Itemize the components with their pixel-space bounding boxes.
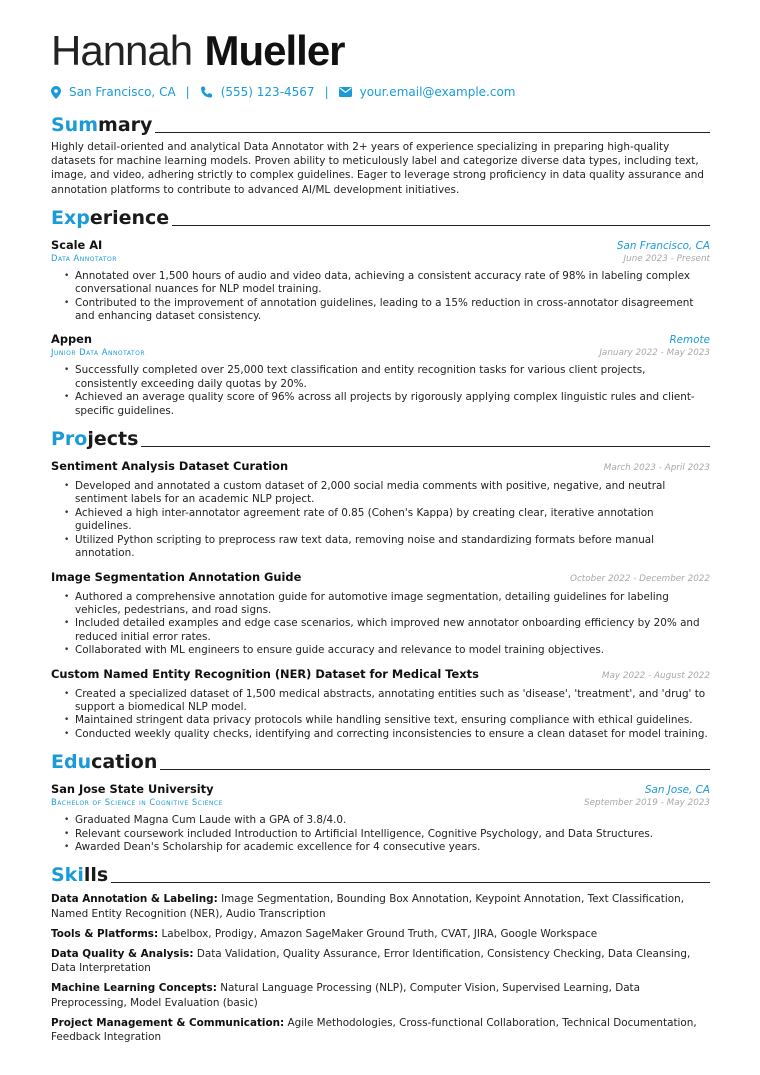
job-bullets xyxy=(51,364,710,418)
map-marker-icon xyxy=(51,86,61,99)
project-name: Image Segmentation Annotation Guide xyxy=(51,569,302,584)
bullet-item: • Conducted weekly quality checks, identifying and correcting inconsistencies to ensure a clean dataset for model training. xyxy=(64,728,710,741)
skills-title-rest: lls xyxy=(83,864,109,887)
bullet-item: • Achieved a high inter-annotator agreement rate of 0.85 (Cohen's Kappa) by creating clear, iterative annotation guidelines. xyxy=(64,507,710,534)
experience-title-rest: erience xyxy=(89,206,170,229)
skills-title-accent: Ski xyxy=(51,864,84,887)
bullet-item: • Maintained stringent data privacy protocols while handling sensitive text, ensuring compliance with ethical guidelines. xyxy=(64,714,710,727)
bullet-item: • Relevant coursework included Introduction to Artificial Intelligence, Cognitive Psychology, and Data Structures. xyxy=(64,828,710,841)
phone-text: (555) 123-4567 xyxy=(220,85,315,99)
project-entry xyxy=(51,569,710,658)
project-dates: May 2022 - August 2022 xyxy=(601,670,710,681)
last-name: Mueller xyxy=(204,27,345,74)
bullet-item: • Awarded Dean's Scholarship for academic excellence for 4 consecutive years. xyxy=(64,841,710,854)
experience-entry xyxy=(51,331,710,418)
job-dates: June 2023 - Present xyxy=(623,253,710,264)
section-rule xyxy=(160,769,710,770)
bullet-item: • Created a specialized dataset of 1,500 medical abstracts, annotating entities such as 'disease', 'treatment', and 'drug' to support a biomedical NLP model. xyxy=(64,688,710,715)
job-location: Remote xyxy=(669,334,710,347)
bullet-item: • Successfully completed over 25,000 text classification and entity recognition tasks for various client projects, consistently exceeding daily quotas by 20%. xyxy=(64,364,710,391)
skill-category: Tools & Platforms: xyxy=(51,927,159,940)
projects-heading xyxy=(51,426,710,450)
summary-title-accent: Sum xyxy=(51,114,99,136)
job-bullets xyxy=(51,270,710,324)
bullet-item: • Developed and annotated a custom dataset of 2,000 social media comments with positive, negative, and neutral sentiment labels for an academic NLP project. xyxy=(64,480,710,507)
bullet-item: • Authored a comprehensive annotation guide for automotive image segmentation, detailing guidelines for labeling vehicles, pedestrians, and road signs. xyxy=(64,591,710,618)
project-entry xyxy=(51,458,710,560)
job-role: Data Annotator xyxy=(51,252,117,263)
section-rule xyxy=(111,882,710,883)
experience-entry xyxy=(51,237,710,324)
contact-separator: | xyxy=(324,85,329,99)
company-name: Scale AI xyxy=(51,237,103,252)
section-rule xyxy=(155,132,710,133)
skill-line xyxy=(51,1016,710,1044)
skill-values: Data Validation, Quality Assurance, Error Identification, Consistency Checking, Data Cleansing, Data Interpretation xyxy=(51,947,691,975)
contact-phone[interactable] xyxy=(200,85,315,99)
section-rule xyxy=(141,446,710,447)
skill-values: Natural Language Processing (NLP), Computer Vision, Supervised Learning, Data Preprocessing, Model Evaluation (basic) xyxy=(51,982,641,1009)
phone-icon xyxy=(200,86,213,99)
skill-category: Data Annotation & Labeling: xyxy=(51,893,218,906)
project-bullets xyxy=(51,591,710,658)
first-name: Hannah xyxy=(51,27,193,74)
project-dates: March 2023 - April 2023 xyxy=(603,463,710,474)
skill-values: Labelbox, Prodigy, Amazon SageMaker Ground Truth, CVAT, JIRA, Google Workspace xyxy=(161,927,598,940)
skill-line xyxy=(51,927,710,941)
bullet-item: • Collaborated with ML engineers to ensure guide accuracy and relevance to model training objectives. xyxy=(64,644,710,657)
education-title-accent: Edu xyxy=(51,751,92,774)
degree-name: Bachelor of Science in Cognitive Science xyxy=(51,797,223,808)
experience-heading xyxy=(51,205,710,229)
skill-category: Data Quality & Analysis: xyxy=(51,947,194,960)
education-title-rest: cation xyxy=(91,751,158,774)
skill-line xyxy=(51,892,710,920)
education-heading xyxy=(51,749,710,773)
job-role: Junior Data Annotator xyxy=(51,347,146,358)
school-location: San Jose, CA xyxy=(644,784,710,797)
school-name: San Jose State University xyxy=(51,782,214,797)
skill-line xyxy=(51,981,710,1009)
job-location: San Francisco, CA xyxy=(616,239,710,252)
contact-location xyxy=(51,85,176,99)
skill-line xyxy=(51,947,710,975)
summary-heading xyxy=(51,112,710,136)
skill-values: Agile Methodologies, Cross-functional Collaboration, Technical Documentation, Feedback Integration xyxy=(51,1016,697,1043)
skill-category: Machine Learning Concepts: xyxy=(51,982,217,995)
education-bullets xyxy=(51,814,710,854)
education-entry xyxy=(51,781,710,854)
contact-line xyxy=(51,80,710,104)
project-name: Sentiment Analysis Dataset Curation xyxy=(51,459,289,474)
skill-values: Image Segmentation, Bounding Box Annotation, Keypoint Annotation, Text Classification, Named Entity Recognition (NER), Audio Transcription xyxy=(51,893,684,920)
skills-heading xyxy=(51,862,710,886)
section-rule xyxy=(172,225,710,226)
project-dates: October 2022 - December 2022 xyxy=(570,573,710,584)
experience-title-accent: Exp xyxy=(51,206,90,229)
email-link: your.email@example.com xyxy=(359,85,516,99)
candidate-name xyxy=(51,0,710,76)
job-dates: January 2022 - May 2023 xyxy=(599,348,710,359)
project-name: Custom Named Entity Recognition (NER) Dataset for Medical Texts xyxy=(51,666,479,681)
summary-title-rest: mary xyxy=(98,114,153,136)
project-bullets xyxy=(51,688,710,742)
bullet-item: • Utilized Python scripting to preprocess raw text data, removing noise and standardizing formats before manual annotation. xyxy=(64,534,710,561)
summary-text: Highly detail-oriented and analytical Data Annotator with 2+ years of experience specializing in preparing high-quality datasets for machine learning models. Proven ability to meticulously label and categorize diverse data types, including text, image, and video, adhering strictly to complex guidelines. Eager to leverage strong proficiency in data quality assurance and annotation platforms to contribute to advanced AI/ML development initiatives. xyxy=(51,141,704,196)
projects-title-rest: jects xyxy=(87,428,139,451)
location-text: San Francisco, CA xyxy=(69,85,176,99)
bullet-item: • Graduated Magna Cum Laude with a GPA of 3.8/4.0. xyxy=(64,814,710,827)
school-dates: September 2019 - May 2023 xyxy=(584,798,710,809)
project-bullets xyxy=(51,480,710,560)
company-name: Appen xyxy=(51,332,92,347)
bullet-item: • Annotated over 1,500 hours of audio and video data, achieving a consistent accuracy rate of 98% in labeling complex conversational nuances for NLP model training. xyxy=(64,270,710,297)
projects-title-accent: Pro xyxy=(51,428,88,451)
bullet-item: • Included detailed examples and edge case scenarios, which improved new annotator onboarding efficiency by 20% and reduced initial error rates. xyxy=(64,617,710,644)
contact-separator: | xyxy=(185,85,190,99)
bullet-item: • Achieved an average quality score of 96% across all projects by rigorously applying complex linguistic rules and client-specific guidelines. xyxy=(64,391,710,418)
bullet-item: • Contributed to the improvement of annotation guidelines, leading to a 15% reduction in cross-annotator disagreement and enhancing dataset consistency. xyxy=(64,297,710,324)
skill-category: Project Management & Communication: xyxy=(51,1016,285,1029)
project-entry xyxy=(51,666,710,742)
envelope-icon xyxy=(339,87,352,97)
contact-email[interactable] xyxy=(339,85,516,99)
